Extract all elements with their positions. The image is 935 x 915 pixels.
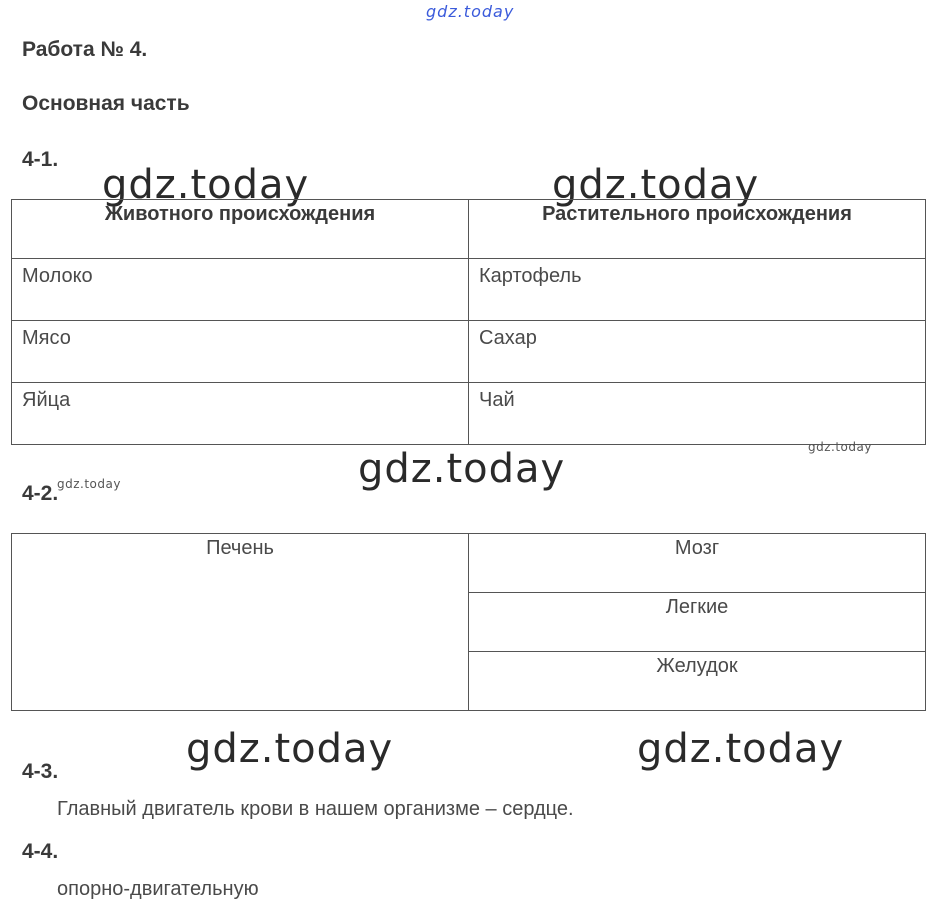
task-label-4-4: 4-4. <box>22 840 59 863</box>
table-cell-left: Печень <box>12 534 469 711</box>
header-animal-origin: Животного происхождения <box>12 200 469 259</box>
table-cell: Яйца <box>12 383 469 445</box>
watermark: gdz.today <box>102 162 310 208</box>
task-label-4-2: 4-2. <box>22 482 59 505</box>
table-cell: Чай <box>469 383 926 445</box>
table-cell-right: Желудок <box>469 652 926 711</box>
watermark-small: gdz.today <box>808 440 872 454</box>
watermark: gdz.today <box>186 726 394 772</box>
table-cell: Сахар <box>469 321 926 383</box>
table-cell: Молоко <box>12 259 469 321</box>
table-row <box>12 383 926 445</box>
section-title: Основная часть <box>22 92 190 115</box>
watermark-top: gdz.today <box>426 2 515 21</box>
table-row <box>12 321 926 383</box>
task-answer-4-4: опорно-двигательную <box>57 878 259 900</box>
table-row <box>12 534 926 593</box>
task-answer-4-3: Главный двигатель крови в нашем организме – сердце. <box>57 798 574 820</box>
table-cell: Мясо <box>12 321 469 383</box>
watermark: gdz.today <box>358 446 566 492</box>
watermark-small: gdz.today <box>57 477 121 491</box>
page-title: Работа № 4. <box>22 38 148 61</box>
task-label-4-3: 4-3. <box>22 760 59 783</box>
table-header-row <box>12 200 926 259</box>
table-cell-right: Мозг <box>469 534 926 593</box>
table-cell: Картофель <box>469 259 926 321</box>
table-row <box>12 259 926 321</box>
food-origin-table <box>11 199 926 445</box>
organs-table <box>11 533 926 711</box>
task-label-4-1: 4-1. <box>22 148 59 171</box>
watermark: gdz.today <box>637 726 845 772</box>
table-cell-right: Легкие <box>469 593 926 652</box>
header-plant-origin: Растительного происхождения <box>469 200 926 259</box>
watermark: gdz.today <box>552 162 760 208</box>
